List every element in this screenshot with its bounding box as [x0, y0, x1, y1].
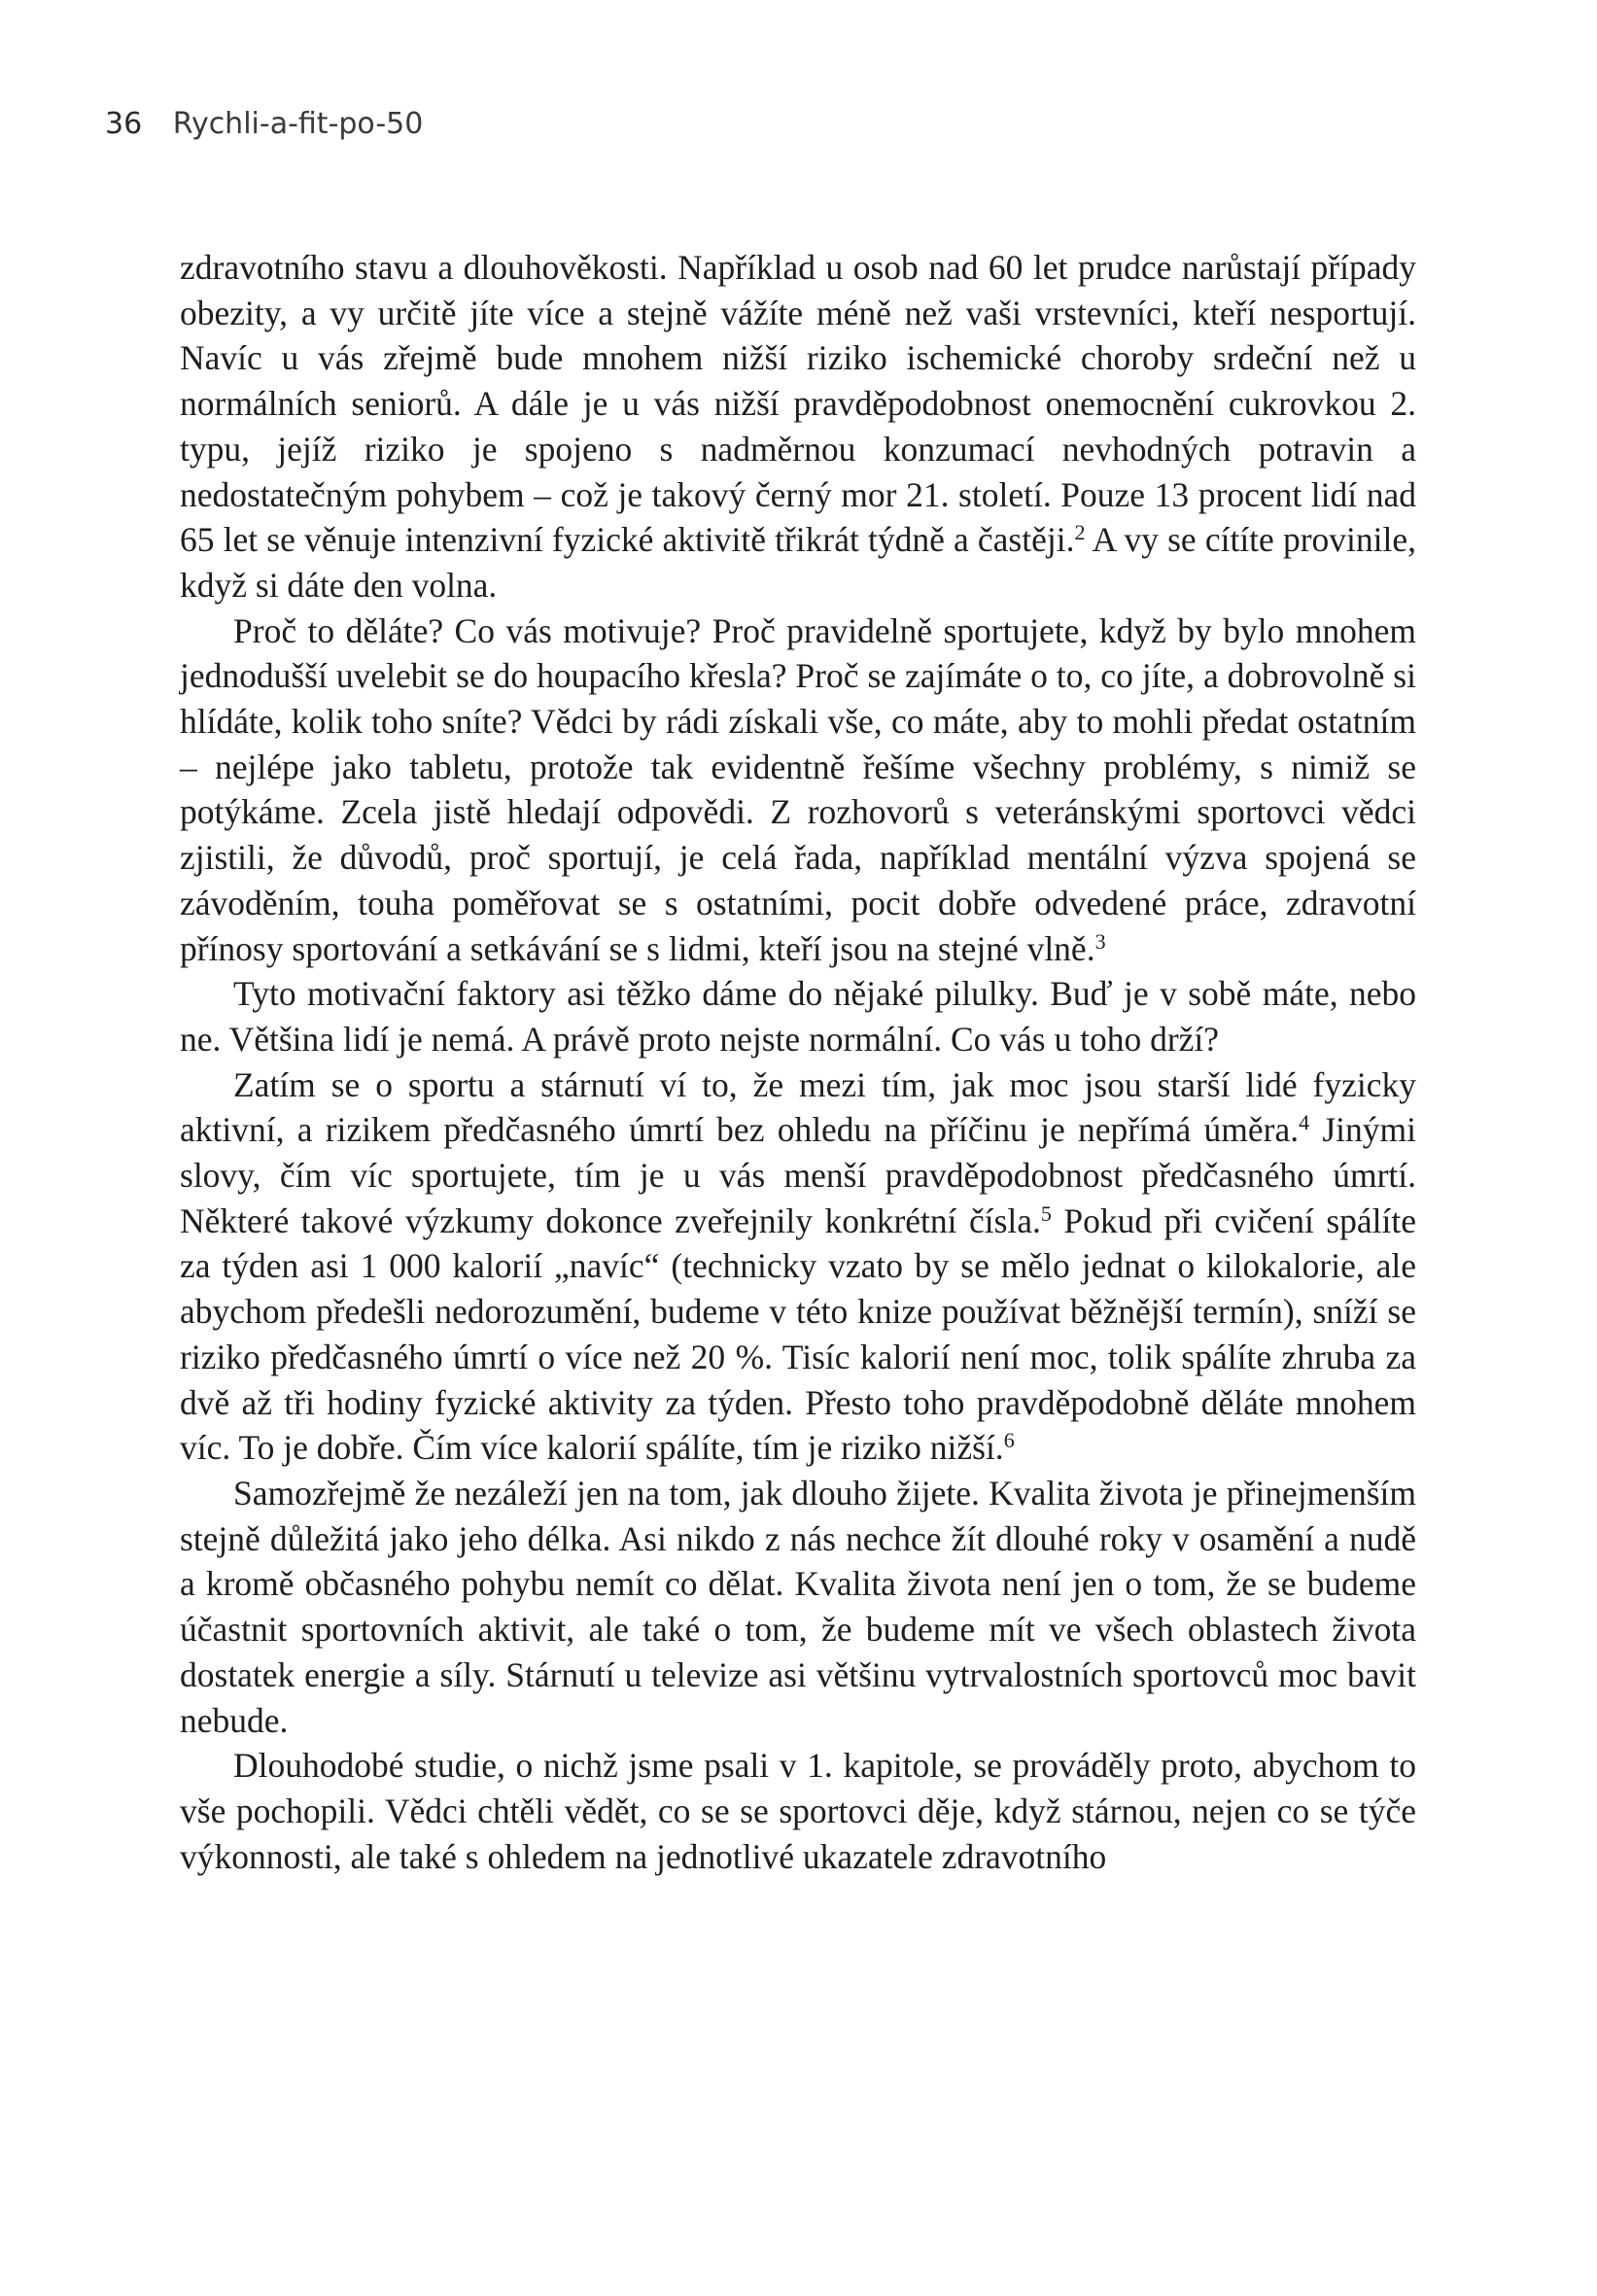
running-head: [105, 105, 423, 144]
paragraph-text: Dlouhodobé studie, o nichž jsme psali v 1. kapitole, se prováděly proto, abychom to vše pochopili. Vědci chtěli vědět, co se se sportovci děje, když stárnou, nejen co se týče výkonnosti, ale také s ohledem na jednotlivé ukazatele zdravotního: [180, 1746, 1416, 1876]
paragraph-text: A vy se cítíte provinile, když si dáte den volna.: [180, 520, 1416, 605]
paragraph-text: Pokud při cvičení spálíte za týden asi 1 000 kalorií „navíc“ (technicky vzato by se mělo jednat o kilokalorie, ale abychom předešli nedorozumění, budeme v této knize používat běžnější termín), sníží se riziko předčasného úmrtí o více než 20 %. Tisíc kalorií není moc, tolik spálíte zhruba za dvě až tři hodiny fyzické aktivity za týden. Přesto toho pravděpodobně děláte mnohem víc. To je dobře. Čím více kalorií spálíte, tím je riziko nižší.: [180, 1200, 1417, 1468]
paragraph: [180, 971, 1416, 1061]
paragraph: [180, 245, 1416, 609]
book-title: Rychli-a-fit-po-50: [172, 107, 424, 141]
paragraph: [180, 609, 1416, 972]
paragraph-text: Samozřejmě že nezáleží jen na tom, jak dlouho žijete. Kvalita života je přinejmenším stejně důležitá jako jeho délka. Asi nikdo z nás nechce žít dlouhé roky v osamění a nudě a kromě občasného pohybu nemít co dělat. Kvalita života není jen o tom, že se budeme účastnit sportovních aktivit, ale také o tom, že budeme mít ve všech oblastech života dostatek energie a síly. Stárnutí u televize asi většinu vytrvalostních sportovců moc bavit nebude.: [180, 1473, 1416, 1740]
paragraph-text: Jinými slovy, čím víc sportujete, tím je u vás menší pravděpodobnost předčasného úmrtí. Některé takové výzkumy dokonce zveřejnily konkrétní čísla.: [180, 1110, 1416, 1240]
paragraph: [180, 1062, 1416, 1471]
footnote-marker: 6: [1003, 1428, 1015, 1453]
paragraph: [180, 1743, 1416, 1879]
footnote-marker: 3: [1094, 928, 1106, 954]
footnote-marker: 4: [1299, 1110, 1310, 1135]
paragraph: [180, 1471, 1416, 1743]
paragraph-text: Zatím se o sportu a stárnutí ví to, že mezi tím, jak moc jsou starší lidé fyzicky aktivní, a rizikem předčasného úmrtí bez ohledu na příčinu je nepřímá úměra.: [180, 1064, 1416, 1150]
footnote-marker: 2: [1074, 520, 1086, 545]
footnote-marker: 5: [1040, 1200, 1052, 1226]
body-text: [180, 245, 1416, 1879]
paragraph-text: Proč to děláte? Co vás motivuje? Proč pravidelně sportujete, když by bylo mnohem jednodušší uvelebit se do houpacího křesla? Proč se zajímáte o to, co jíte, a dobrovolně si hlídáte, kolik toho sníte? Vědci by rádi získali vše, co máte, aby to mohli předat ostatním – nejlépe jako tabletu, protože tak evidentně řešíme všechny problémy, s nimiž se potýkáme. Zcela jistě hledají odpovědi. Z rozhovorů s veteránskými sportovci vědci zjistili, že důvodů, proč sportují, je celá řada, například mentální výzva spojená se závoděním, touha poměřovat se s ostatními, pocit dobře odvedené práce, zdravotní přínosy sportování a setkávání se s lidmi, kteří jsou na stejné vlně.: [180, 610, 1416, 968]
paragraph-text: Tyto motivační faktory asi těžko dáme do nějaké pilulky. Buď je v sobě máte, nebo ne. Většina lidí je nemá. A právě proto nejste normální. Co vás u toho drží?: [180, 974, 1416, 1059]
page-number: 36: [105, 107, 143, 141]
paragraph-text: zdravotního stavu a dlouhověkosti. Například u osob nad 60 let prudce narůstají případy obezity, a vy určitě jíte více a stejně vážíte méně než vaši vrstevníci, kteří nesportují. Navíc u vás zřejmě bude mnohem nižší riziko ischemické choroby srdeční než u normálních seniorů. A dále je u vás nižší pravděpodobnost onemocnění cukrovkou 2. typu, jejíž riziko je spojeno s nadměrnou konzumací nevhodných potravin a nedostatečným pohybem – což je takový černý mor 21. století. Pouze 13 procent lidí nad 65 let se věnuje intenzivní fyzické aktivitě třikrát týdně a častěji.: [180, 248, 1416, 560]
